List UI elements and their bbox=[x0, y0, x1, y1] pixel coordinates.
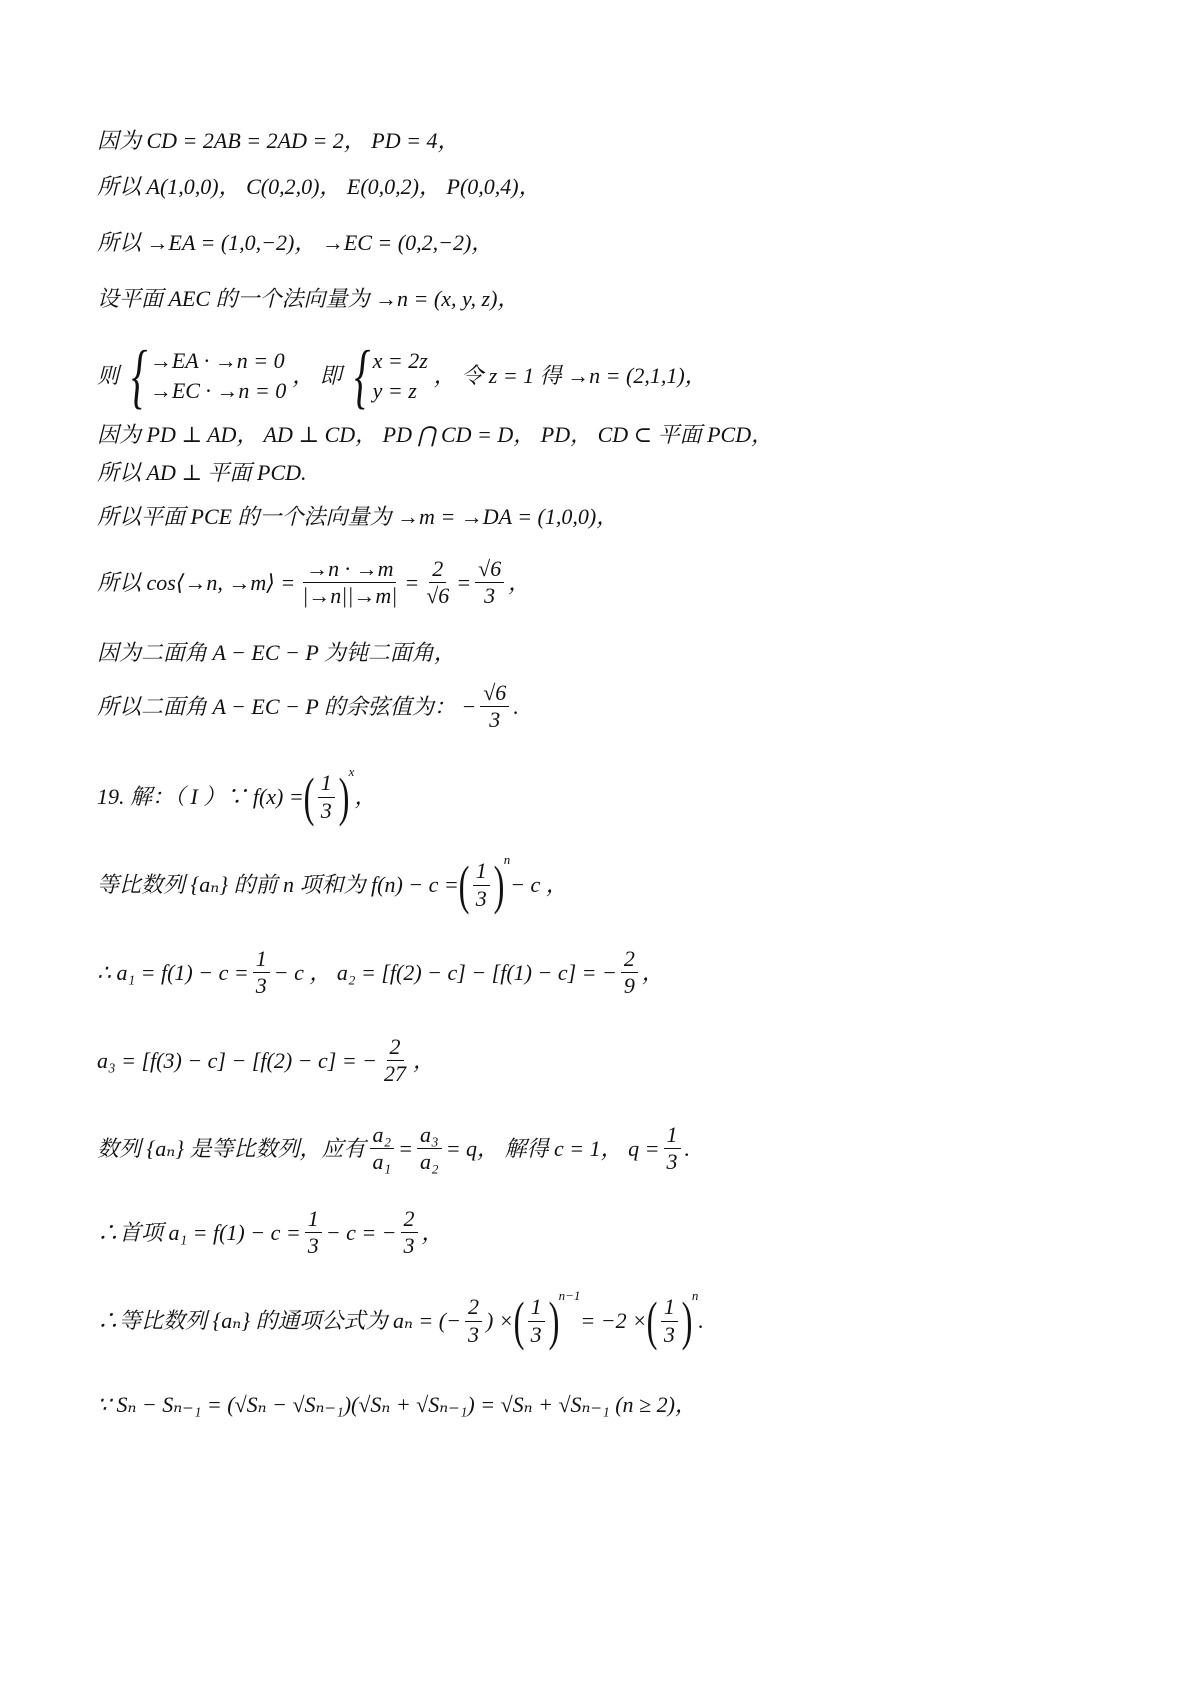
line-11: 所以二面角 A − EC − P 的余弦值为： − $\frac{√6}{3}$ . bbox=[97, 680, 519, 733]
line-5-system: 则 { →EA · →n = 0 →EC · →n = 0 ， 即 { x = 2z y = z ， 令 z = 1 得 →n = (2,1,1)， bbox=[97, 336, 707, 416]
line-16: 数列 {aₙ} 是等比数列，应有 $\frac{\text{a₂}}{\text{a₁}}$ = $\frac{\text{a₃}}{\text{a₂}}$ = q， 解得 c = 1， q = $\frac{1}{3}$ . bbox=[97, 1122, 690, 1175]
line-8: 所以平面 PCE 的一个法向量为 →m = →DA = (1,0,0)， bbox=[97, 504, 619, 529]
line-15: a₃ = [f(3) − c] − [f(2) − c] = − $\frac{2}{27}$ ， bbox=[97, 1034, 436, 1087]
system-1: { →EA · →n = 0 →EC · →n = 0 bbox=[131, 336, 287, 416]
line-18: ∴等比数列 {aₙ} 的通项公式为 aₙ = (− $\frac{2}{3}$ ) × ( $\frac{1}{3}$ ) n−1 = −2 × ( $\frac{1}{3}$ ) n . bbox=[97, 1288, 704, 1351]
line-12-q19: 19. 解：（ I ）∵ f(x) = ( $\frac{1}{3}$ ) x ， bbox=[97, 764, 377, 827]
line-13: 等比数列 {aₙ} 的前 n 项和为 f(n) − c = ( $\frac{1}{3}$ ) n − c ， bbox=[97, 852, 568, 915]
line-7: 所以 AD ⊥ 平面 PCD. bbox=[97, 460, 307, 485]
line-1: 因为 CD = 2AB = 2AD = 2， PD = 4， bbox=[97, 128, 460, 153]
system-2: { x = 2z y = z bbox=[354, 336, 428, 416]
line-3: 所以 →EA = (1,0,−2)， →EC = (0,2,−2)， bbox=[97, 230, 494, 255]
line-9-cos: 所以 cos⟨→n, →m⟩ = $\frac{\to n \cdot \to m}{|\to n||\to m|}$ = $\frac{2}{√6}$ = $\frac{√6}{3}$ ， bbox=[97, 556, 531, 609]
line-2: 所以 A(1,0,0)， C(0,2,0)， E(0,0,2)， P(0,0,4)， bbox=[97, 174, 541, 199]
line-10: 因为二面角 A − EC − P 为钝二面角， bbox=[97, 640, 456, 665]
line-6: 因为 PD ⊥ AD， AD ⊥ CD， PD ⋂ CD = D， PD， CD ⊂ 平面 PCD， bbox=[97, 422, 774, 447]
line-17: ∴首项 a₁ = f(1) − c = $\frac{1}{3}$ − c = − $\frac{2}{3}$ ， bbox=[97, 1206, 444, 1259]
line-4: 设平面 AEC 的一个法向量为 →n = (x, y, z)， bbox=[97, 286, 520, 311]
line-14: ∴ a₁ = f(1) − c = $\frac{1}{3}$ − c ， a₂ = [f(2) − c] − [f(1) − c] = − $\frac{2}{9}$ ， bbox=[97, 946, 664, 999]
line-19: ∵ Sₙ − Sₙ₋₁ = (√Sₙ − √Sₙ₋₁)(√Sₙ + √Sₙ₋₁) = √Sₙ + √Sₙ₋₁ (n ≥ 2)， bbox=[97, 1392, 697, 1417]
